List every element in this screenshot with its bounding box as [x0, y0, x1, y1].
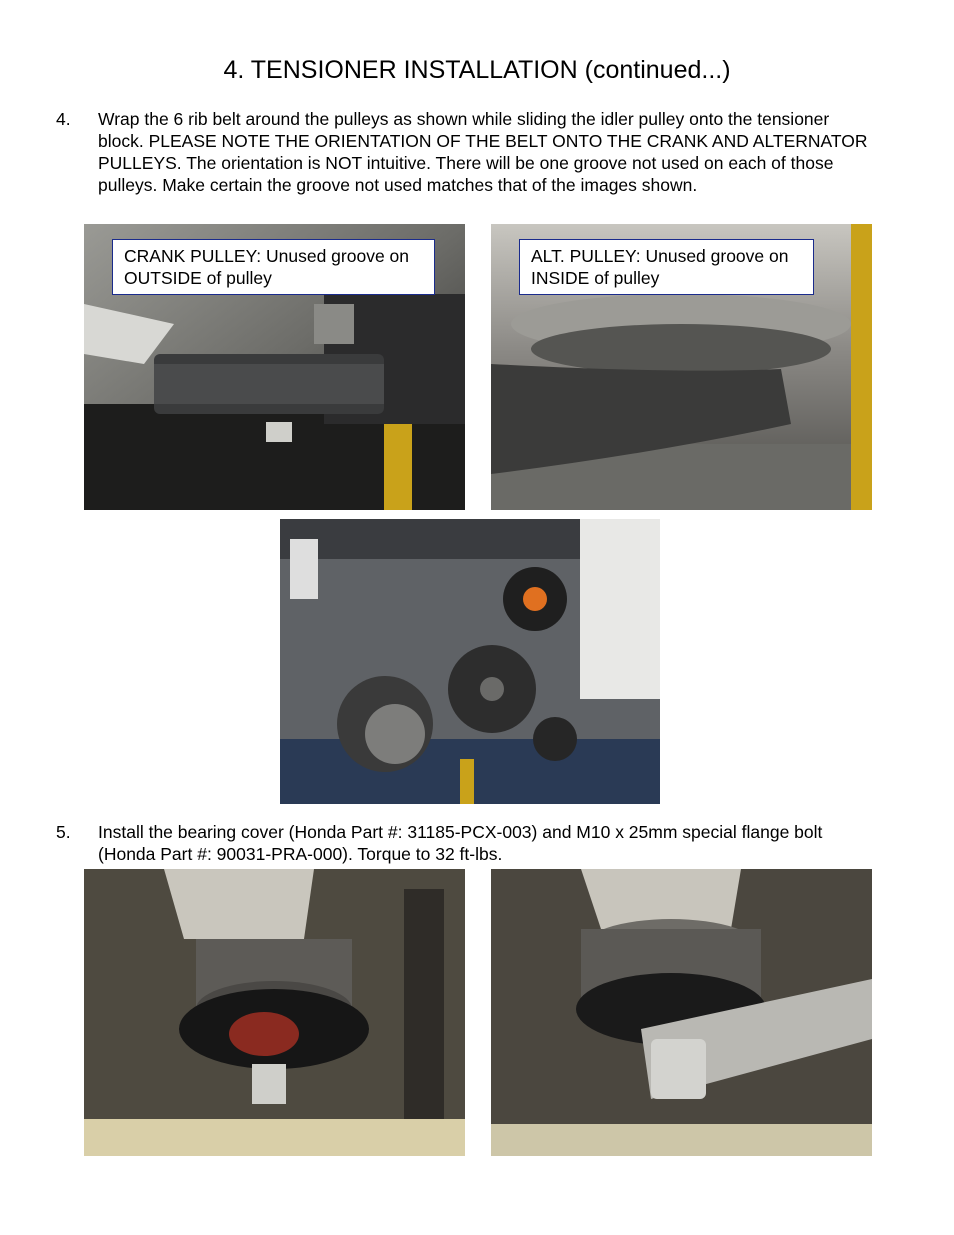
torque-bolt-photo [491, 869, 872, 1156]
crank-pulley-callout: CRANK PULLEY: Unused groove on OUTSIDE of pulley [112, 239, 435, 295]
step-number: 4. [56, 109, 71, 129]
bearing-cover-bolt-photo [84, 869, 465, 1156]
step-text: Install the bearing cover (Honda Part #: 31185-PCX-003) and M10 x 25mm special flange bolt (Honda Part #: 90031-PRA-000). Torque to 32 ft-lbs. [98, 822, 823, 864]
step-number: 5. [56, 822, 71, 842]
page-title: 4. TENSIONER INSTALLATION (continued...) [223, 56, 731, 84]
alt-pulley-callout: ALT. PULLEY: Unused groove on INSIDE of pulley [519, 239, 814, 295]
step-text: Wrap the 6 rib belt around the pulleys as shown while sliding the idler pulley onto the tensioner block. PLEASE NOTE THE ORIENTATION OF THE BELT ONTO THE CRANK AND ALTERNATOR PULLEYS. The orientation is NOT intuitive. There will be one groove not used on each of those pulleys. Make certain the groove not used matches that of the images shown. [98, 109, 868, 195]
engine-belt-routing-photo [280, 519, 660, 804]
